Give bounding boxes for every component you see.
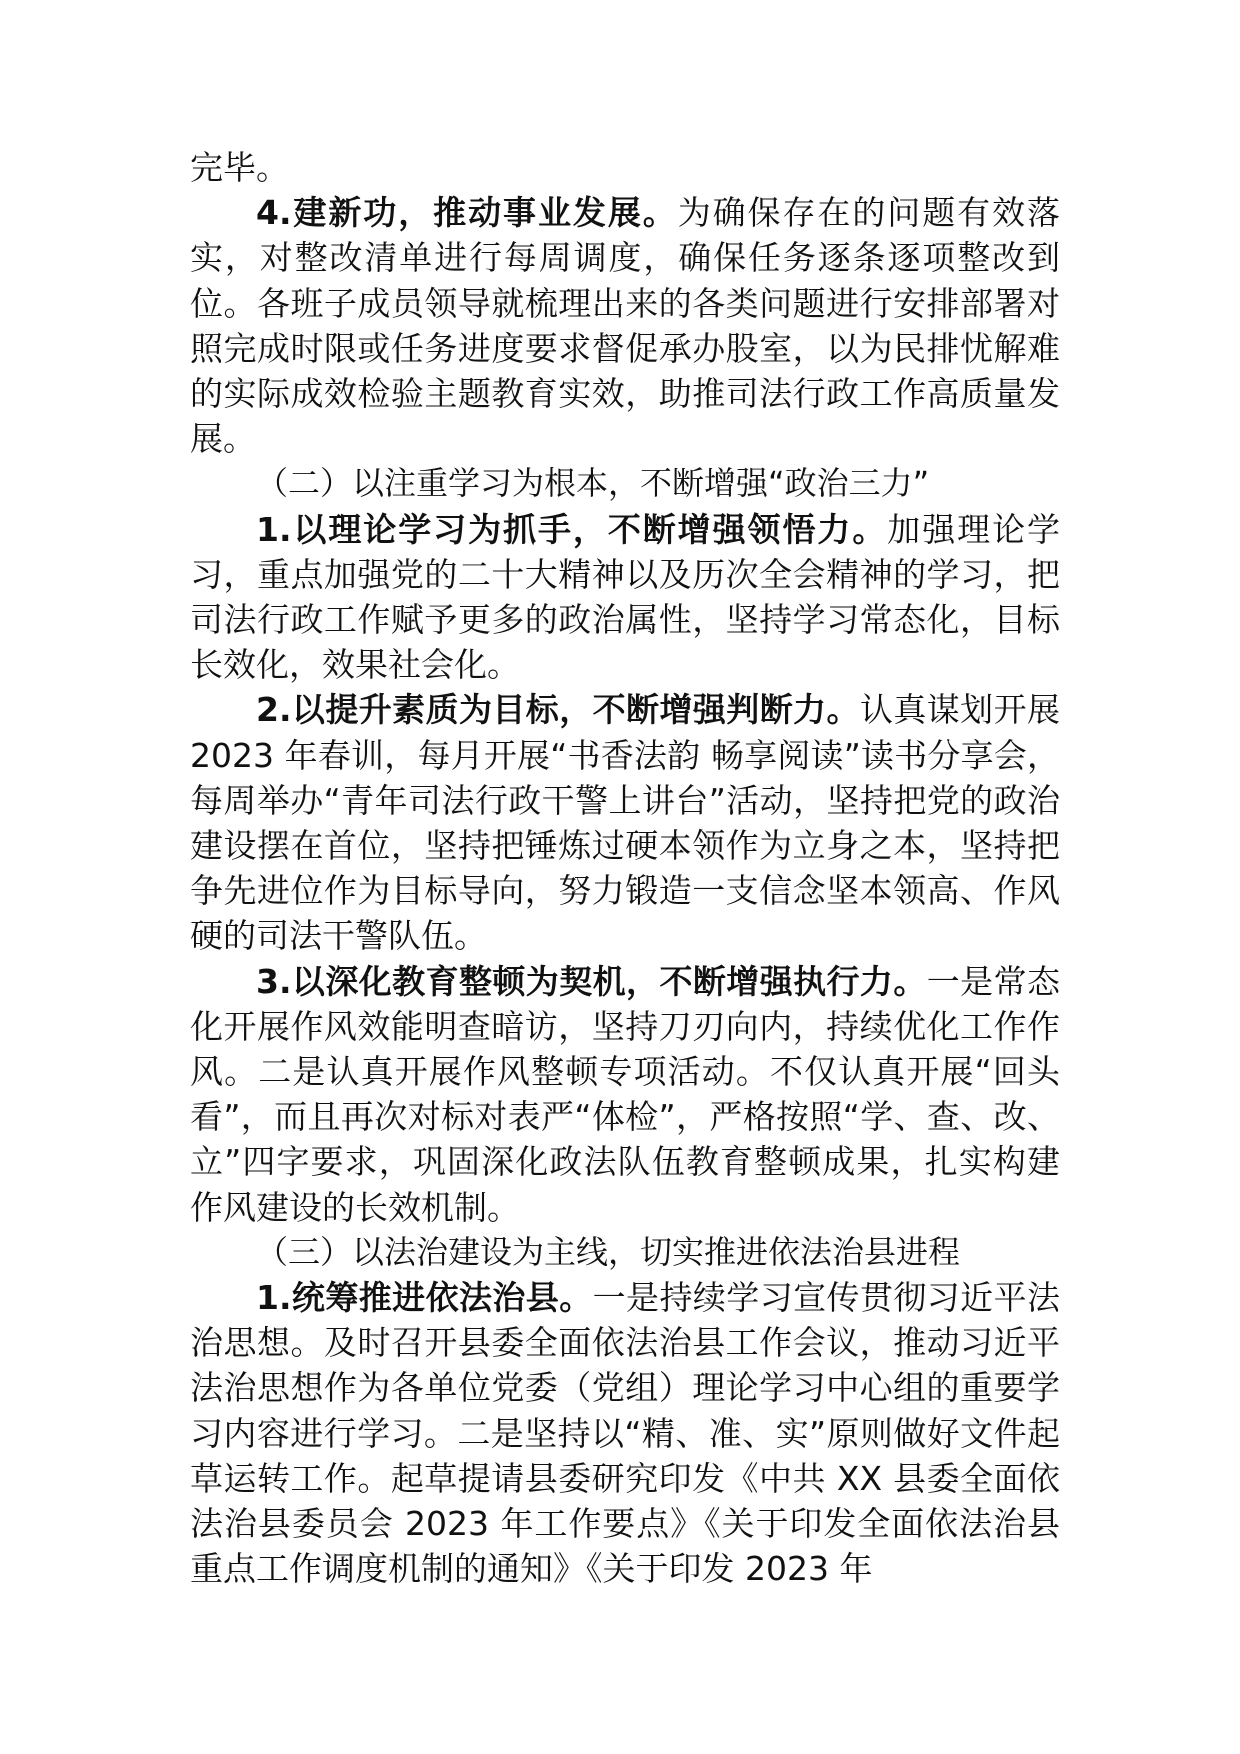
paragraph-lead: 4.建新功，推动事业发展。	[256, 193, 678, 233]
paragraph-item-2	[190, 687, 1060, 958]
paragraph-lead: 2.以提升素质为目标，不断增强判断力。	[256, 690, 860, 730]
section-heading-3	[190, 1230, 1060, 1275]
paragraph-text: 加强理论学习，重点加强党的二十大精神以及历次全会精神的学习，把司法行政工作赋予更多的政治属性，坚持学习常态化，目标长效化，效果社会化。	[190, 509, 1061, 685]
paragraph-continuation	[190, 145, 1060, 190]
section-heading-2	[190, 461, 1060, 506]
paragraph-text: 一是常态化开展作风效能明查暗访，坚持刀刃向内，持续优化工作作风。二是认真开展作风整顿专项活动。不仅认真开展“回头看”，而且再次对标对表严“体检”，严格按照“学、查、改、立”四字要求，巩固深化政法队伍教育整顿成果，扎实构建作风建设的长效机制。	[190, 961, 1061, 1227]
paragraph-lead: 1.以理论学习为抓手，不断增强领悟力。	[256, 509, 888, 549]
document-page	[190, 145, 1060, 1592]
paragraph-lead: 1.统筹推进依法治县。	[256, 1278, 593, 1318]
section-heading-text: （二）以注重学习为根本，不断增强“政治三力”	[256, 464, 930, 503]
paragraph-text: 一是持续学习宣传贯彻习近平法治思想。及时召开县委全面依法治县工作会议，推动习近平法治思想作为各单位党委（党组）理论学习中心组的重要学习内容进行学习。二是坚持以“精、准、实”原则做好文件起草运转工作。起草提请县委研究印发《中共 XX 县委全面依法治县委员会 2023 年工作要点》《关于印发全面依法治县重点工作调度机制的通知》《关于印发 2023 年	[190, 1278, 1061, 1589]
section-heading-text: （三）以法治建设为主线，切实推进依法治县进程	[256, 1232, 961, 1271]
paragraph-lead: 3.以深化教育整顿为契机，不断增强执行力。	[256, 961, 927, 1001]
paragraph-text: 为确保存在的问题有效落实，对整改清单进行每周调度，确保任务逐条逐项整改到位。各班子成员领导就梳理出来的各类问题进行安排部署对照完成时限或任务进度要求督促承办股室，以为民排忧解难的实际成效检验主题教育实效，助推司法行政工作高质量发展。	[190, 193, 1061, 459]
paragraph-item-1b	[190, 1275, 1060, 1591]
paragraph-item-1	[190, 507, 1060, 688]
paragraph-text: 完毕。	[190, 148, 289, 187]
paragraph-item-3	[190, 959, 1060, 1230]
paragraph-item-4	[190, 190, 1060, 461]
paragraph-text: 认真谋划开展 2023 年春训，每月开展“书香法韵 畅享阅读”读书分享会，每周举办“青年司法行政干警上讲台”活动，坚持把党的政治建设摆在首位，坚持把锤炼过硬本领作为立身之本，坚持把争先进位作为目标导向，努力锻造一支信念坚本领高、作风硬的司法干警队伍。	[190, 690, 1061, 956]
